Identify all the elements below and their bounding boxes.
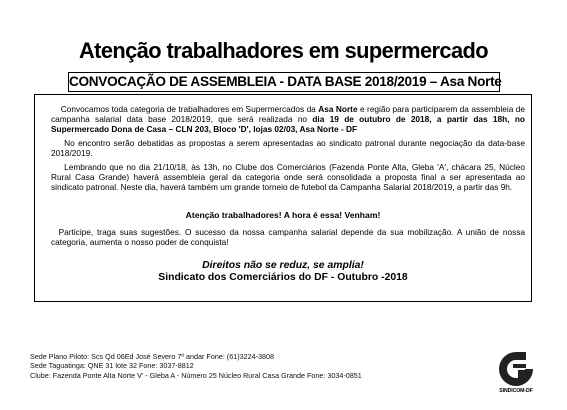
paragraph-bold: dia 19 de outubro de 2018, a partir das 18h, no Supermercado Dona de Casa – CLN 203, Bloco 'D', lojas 02/03, Asa Norte - DF bbox=[51, 114, 525, 135]
closing-slogan: Direitos não se reduz, se amplia! bbox=[202, 260, 364, 271]
attention-line: Atenção trabalhadores! A hora é essa! Venham! bbox=[185, 210, 381, 220]
page-title: Atenção trabalhadores em supermercado bbox=[78, 38, 489, 63]
paragraph-participate bbox=[51, 227, 525, 247]
paragraph-text: Lembrando que no dia 21/10/18, às 13h, no Clube dos Comerciários (Fazenda Ponte Alta, Gleba 'A', chácara 25, Núcleo Rural Casa Grande) haverá assembleia geral da categoria onde será consolidada a proposta final a ser apresentada ao sindicato patronal. Neste dia, haverá também um grande torneio de futebol da Campanha Salarial 2018/2019, a partir das 9h. bbox=[51, 162, 525, 193]
footer-addresses bbox=[30, 352, 470, 380]
paragraph-text: e região para participarem da assembleia de campanha salarial data base 2018/2019, que será realizada no bbox=[51, 104, 525, 125]
paragraph-bold: Asa Norte bbox=[318, 104, 358, 114]
paragraph-meeting bbox=[51, 138, 525, 158]
paragraph-text: Convocamos toda categoria de trabalhadores em Supermercados da bbox=[60, 104, 319, 114]
paragraph-convocation bbox=[51, 104, 525, 135]
footer-line: Sede Plano Piloto: Scs Qd 06Ed José Severo 7º andar Fone: (61)3224-3808 bbox=[30, 352, 274, 361]
sindicom-logo bbox=[496, 350, 536, 398]
paragraph-text: Participe, traga suas sugestões. O sucesso da nossa campanha salarial depende da sua mobilização. A união de nossa categoria, aumenta o nosso poder de conquista! bbox=[51, 227, 525, 248]
paragraph-reminder bbox=[51, 162, 525, 193]
content-box bbox=[34, 94, 532, 302]
footer-line: Sede Taguatinga: QNE 31 lote 32 Fone: 3037-8812 bbox=[30, 361, 194, 371]
footer-line: Clube: Fazenda Ponte Alta Norte V' - Gleba A - Número 25 Núcleo Rural Casa Grande Fone: 3034-0851 bbox=[30, 370, 362, 380]
logo-text: SINDICOM-DF bbox=[499, 388, 533, 394]
closing-signature: Sindicato dos Comerciários do DF - Outubro -2018 bbox=[158, 272, 408, 283]
paragraph-text: No encontro serão debatidas as propostas a serem apresentadas ao sindicato patronal durante negociação da data-base 2018/2019. bbox=[51, 138, 525, 159]
convocation-subtitle: CONVOCAÇÃO DE ASSEMBLEIA - DATA BASE 2018/2019 – Asa Norte bbox=[68, 72, 500, 92]
logo-emblem-icon bbox=[496, 350, 536, 388]
